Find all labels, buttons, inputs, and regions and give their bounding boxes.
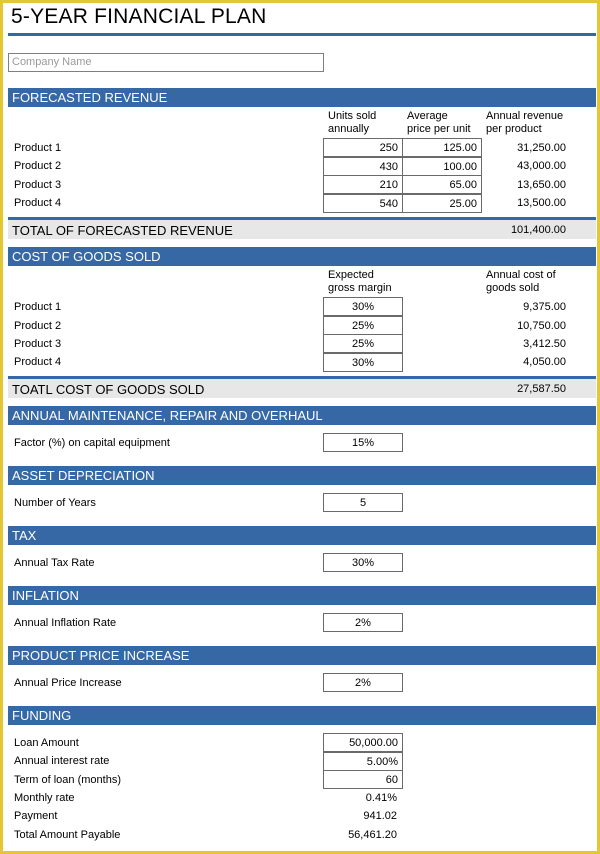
revenue-row-label: Product 2 bbox=[14, 160, 62, 172]
section-header-tax: TAX bbox=[8, 526, 596, 545]
monthly-rate-value: 0.41% bbox=[365, 792, 397, 804]
price-increase-label: Annual Price Increase bbox=[14, 677, 122, 689]
margin-input-4[interactable]: 30% bbox=[323, 353, 403, 372]
interest-rate-label: Annual interest rate bbox=[14, 755, 110, 767]
depreciation-label: Number of Years bbox=[14, 497, 96, 509]
loan-term-label: Term of loan (months) bbox=[14, 774, 121, 786]
col-head-annual-line2: per product bbox=[486, 123, 542, 135]
units-input-3[interactable]: 210 bbox=[323, 175, 403, 194]
loan-amount-label: Loan Amount bbox=[14, 737, 79, 749]
col-head-annual bbox=[486, 110, 563, 136]
price-input-2[interactable]: 100.00 bbox=[402, 157, 482, 176]
cogs-value-2: 10,750.00 bbox=[517, 320, 566, 332]
payment-label: Payment bbox=[14, 810, 58, 822]
inflation-input[interactable]: 2% bbox=[323, 613, 403, 632]
revenue-row-label: Product 4 bbox=[14, 197, 62, 209]
loan-amount-input[interactable]: 50,000.00 bbox=[323, 733, 403, 752]
depreciation-input[interactable]: 5 bbox=[323, 493, 403, 512]
col-head-cost-line2: goods sold bbox=[486, 282, 540, 294]
total-revenue-label: TOTAL OF FORECASTED REVENUE bbox=[12, 223, 233, 238]
total-cogs-value: 27,587.50 bbox=[517, 383, 566, 395]
col-head-price bbox=[407, 110, 471, 136]
col-head-cost-line1: Annual cost of bbox=[486, 269, 556, 281]
margin-input-3[interactable]: 25% bbox=[323, 334, 403, 353]
col-head-price-line1: Average bbox=[407, 110, 448, 122]
revenue-row-label: Product 1 bbox=[14, 142, 62, 154]
col-head-annual-line1: Annual revenue bbox=[486, 110, 564, 122]
cogs-row-label: Product 4 bbox=[14, 356, 62, 368]
section-header-price-increase: PRODUCT PRICE INCREASE bbox=[8, 646, 596, 665]
section-header-depreciation: ASSET DEPRECIATION bbox=[8, 466, 596, 485]
col-head-margin-line1: Expected bbox=[328, 269, 374, 281]
price-input-4[interactable]: 25.00 bbox=[402, 194, 482, 213]
tax-input[interactable]: 30% bbox=[323, 553, 403, 572]
col-head-margin-line2: gross margin bbox=[328, 282, 392, 294]
loan-term-input[interactable]: 60 bbox=[323, 770, 403, 789]
total-cogs-label: TOATL COST OF GOODS SOLD bbox=[12, 382, 205, 397]
price-input-3[interactable]: 65.00 bbox=[402, 175, 482, 194]
cogs-row-label: Product 3 bbox=[14, 338, 62, 350]
section-header-maintenance: ANNUAL MAINTENANCE, REPAIR AND OVERHAUL bbox=[8, 406, 596, 425]
section-header-revenue: FORECASTED REVENUE bbox=[8, 88, 596, 107]
col-head-cost bbox=[486, 269, 556, 295]
annual-revenue-4: 13,500.00 bbox=[517, 197, 566, 209]
total-payable-value: 56,461.20 bbox=[348, 829, 397, 841]
monthly-rate-label: Monthly rate bbox=[14, 792, 75, 804]
maintenance-input[interactable]: 15% bbox=[323, 433, 403, 452]
annual-revenue-3: 13,650.00 bbox=[517, 179, 566, 191]
cogs-value-4: 4,050.00 bbox=[523, 356, 566, 368]
cogs-row-label: Product 2 bbox=[14, 320, 62, 332]
units-input-2[interactable]: 430 bbox=[323, 157, 403, 176]
col-head-units bbox=[328, 110, 376, 136]
annual-revenue-2: 43,000.00 bbox=[517, 160, 566, 172]
payment-value: 941.02 bbox=[363, 810, 397, 822]
col-head-units-line2: annually bbox=[328, 123, 369, 135]
revenue-row-label: Product 3 bbox=[14, 179, 62, 191]
cogs-value-1: 9,375.00 bbox=[523, 301, 566, 313]
page-title: 5-YEAR FINANCIAL PLAN bbox=[11, 5, 267, 28]
total-revenue-value: 101,400.00 bbox=[510, 224, 566, 236]
price-input-1[interactable]: 125.00 bbox=[402, 138, 482, 157]
title-underline bbox=[8, 33, 596, 36]
section-header-inflation: INFLATION bbox=[8, 586, 596, 605]
section-header-funding: FUNDING bbox=[8, 706, 596, 725]
maintenance-label: Factor (%) on capital equipment bbox=[14, 437, 170, 449]
margin-input-1[interactable]: 30% bbox=[323, 297, 403, 316]
interest-rate-input[interactable]: 5.00% bbox=[323, 752, 403, 771]
total-payable-label: Total Amount Payable bbox=[14, 829, 121, 841]
annual-revenue-1: 31,250.00 bbox=[517, 142, 566, 154]
margin-input-2[interactable]: 25% bbox=[323, 316, 403, 335]
units-input-4[interactable]: 540 bbox=[323, 194, 403, 213]
col-head-price-line2: price per unit bbox=[407, 123, 471, 135]
price-increase-input[interactable]: 2% bbox=[323, 673, 403, 692]
cogs-value-3: 3,412.50 bbox=[523, 338, 566, 350]
col-head-units-line1: Units sold bbox=[328, 110, 377, 122]
tax-label: Annual Tax Rate bbox=[14, 557, 95, 569]
company-name-field[interactable]: Company Name bbox=[8, 53, 324, 72]
inflation-label: Annual Inflation Rate bbox=[14, 617, 117, 629]
cogs-row-label: Product 1 bbox=[14, 301, 62, 313]
col-head-margin bbox=[328, 269, 392, 295]
units-input-1[interactable]: 250 bbox=[323, 138, 403, 157]
section-header-cogs: COST OF GOODS SOLD bbox=[8, 247, 596, 266]
